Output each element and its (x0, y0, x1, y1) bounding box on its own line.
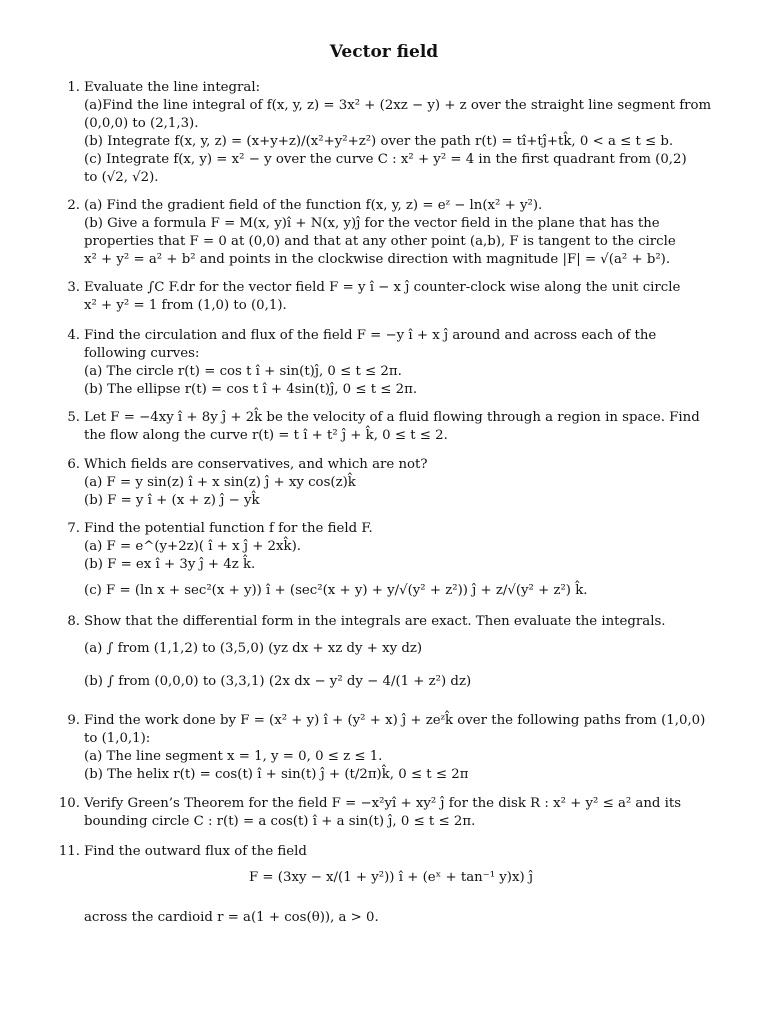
problem-line: properties that F = 0 at (0,0) and that at any other point (a,b), F is tangent to the circle (84, 234, 676, 249)
problem-body (84, 712, 706, 784)
problem-line: (c) Integrate f(x, y) = x² − y over the curve C : x² + y² = 4 in the first quadrant from (0,2) (84, 152, 687, 167)
problem-line: (a) ∫ from (1,1,2) to (3,5,0) (yz dx + xz dy + xy dz) (84, 641, 423, 656)
problem-line: Verify Green’s Theorem for the field F = −x²yî + xy² ĵ for the disk R : x² + y² ≤ a² and its (84, 796, 682, 811)
problem-line: Show that the differential form in the integrals are exact. Then evaluate the integrals. (84, 614, 666, 629)
problem-body (84, 79, 712, 187)
problem-line: Find the circulation and flux of the field F = −y î + x ĵ around and across each of the (84, 328, 657, 343)
problem-number: 5. (67, 410, 80, 425)
problem-line: (a) The circle r(t) = cos t î + sin(t)ĵ, 0 ≤ t ≤ 2π. (84, 364, 402, 379)
problem-line: Which fields are conservatives, and which are not? (84, 457, 428, 472)
problem-line: Evaluate ∫C F.dr for the vector field F = y î − x ĵ counter-clock wise along the unit circle (84, 280, 681, 295)
problem-number: 10. (58, 796, 80, 811)
problem-line: Find the potential function f for the field F. (84, 521, 373, 536)
problem-number: 4. (67, 328, 80, 343)
problem-line: (b) Give a formula F = M(x, y)î + N(x, y)ĵ for the vector field in the plane that has the (84, 216, 660, 231)
problem-line: (a) F = e^(y+2z)( î + x ĵ + 2xk̂). (84, 539, 301, 554)
problem-line: (0,0,0) to (2,1,3). (84, 116, 199, 131)
problem-line: x² + y² = 1 from (1,0) to (0,1). (84, 298, 287, 313)
problem-body (84, 197, 698, 269)
problem-body (84, 613, 698, 703)
problem-line: to (√2, √2). (84, 170, 159, 185)
problem-line: (b) Integrate f(x, y, z) = (x+y+z)/(x²+y²+z²) over the path r(t) = tî+tĵ+tk̂, 0 < a ≤ t ≤ b. (84, 134, 674, 149)
problem-body (84, 456, 698, 510)
problem-line: (b) F = ex î + 3y ĵ + 4z k̂. (84, 557, 256, 572)
problem-line: x² + y² = a² + b² and points in the clockwise direction with magnitude |F| = √(a² + b²). (84, 252, 671, 267)
problem-line: (a) The line segment x = 1, y = 0, 0 ≤ z ≤ 1. (84, 749, 383, 764)
problem-number: 11. (58, 844, 80, 859)
problem-line: (b) ∫ from (0,0,0) to (3,3,1) (2x dx − y² dy − 4/(1 + z²) dz) (84, 674, 472, 689)
problem-line: (a) F = y sin(z) î + x sin(z) ĵ + xy cos(z)k̂ (84, 475, 356, 490)
problem-line: following curves: (84, 346, 200, 361)
problem-line: (b) The ellipse r(t) = cos t î + 4sin(t)ĵ, 0 ≤ t ≤ 2π. (84, 382, 418, 397)
problem-body (84, 327, 698, 399)
problem-line: to (1,0,1): (84, 731, 151, 746)
problem-line: (b) F = y î + (x + z) ĵ − yk̂ (84, 493, 260, 508)
problem-number: 2. (67, 198, 80, 213)
problem-number: 7. (67, 521, 80, 536)
problem-number: 3. (67, 280, 80, 295)
problem-line: (b) The helix r(t) = cos(t) î + sin(t) ĵ + (t/2π)k̂, 0 ≤ t ≤ 2π (84, 767, 469, 782)
problem-body (84, 409, 698, 445)
problem-line: Evaluate the line integral: (84, 80, 261, 95)
problem-number: 9. (67, 713, 80, 728)
page-title: Vector field (329, 42, 439, 62)
centered-equation: F = (3xy − x/(1 + y²)) î + (eˣ + tan⁻¹ y)x) ĵ (248, 870, 534, 885)
problem-line: (c) F = (ln x + sec²(x + y)) î + (sec²(x + y) + y/√(y² + z²)) ĵ + z/√(y² + z²) k̂. (84, 583, 588, 598)
problem-body (84, 279, 698, 315)
problem-line: bounding circle C : r(t) = a cos(t) î + a sin(t) ĵ, 0 ≤ t ≤ 2π. (84, 814, 476, 829)
problem-line: Find the outward flux of the field (84, 844, 307, 859)
problem-line: across the cardioid r = a(1 + cos(θ)), a > 0. (84, 910, 379, 925)
problem-line: (a) Find the gradient field of the function f(x, y, z) = eᶻ − ln(x² + y²). (84, 198, 543, 213)
problem-body (84, 795, 698, 831)
problem-line: the flow along the curve r(t) = t î + t² ĵ + k̂, 0 ≤ t ≤ 2. (84, 428, 448, 443)
problem-body (84, 843, 698, 927)
problem-number: 8. (67, 614, 80, 629)
problem-line: Find the work done by F = (x² + y) î + (y² + x) ĵ + zeᶻk̂ over the following paths from (1,0,0) (84, 713, 706, 728)
problem-line: Let F = −4xy î + 8y ĵ + 2k̂ be the velocity of a fluid flowing through a region in space. Find (84, 410, 700, 425)
problem-body (84, 520, 698, 608)
problem-number: 6. (67, 457, 80, 472)
problem-line: (a)Find the line integral of f(x, y, z) = 3x² + (2xz − y) + z over the straight line segment from (84, 98, 712, 113)
problem-number: 1. (67, 80, 80, 95)
